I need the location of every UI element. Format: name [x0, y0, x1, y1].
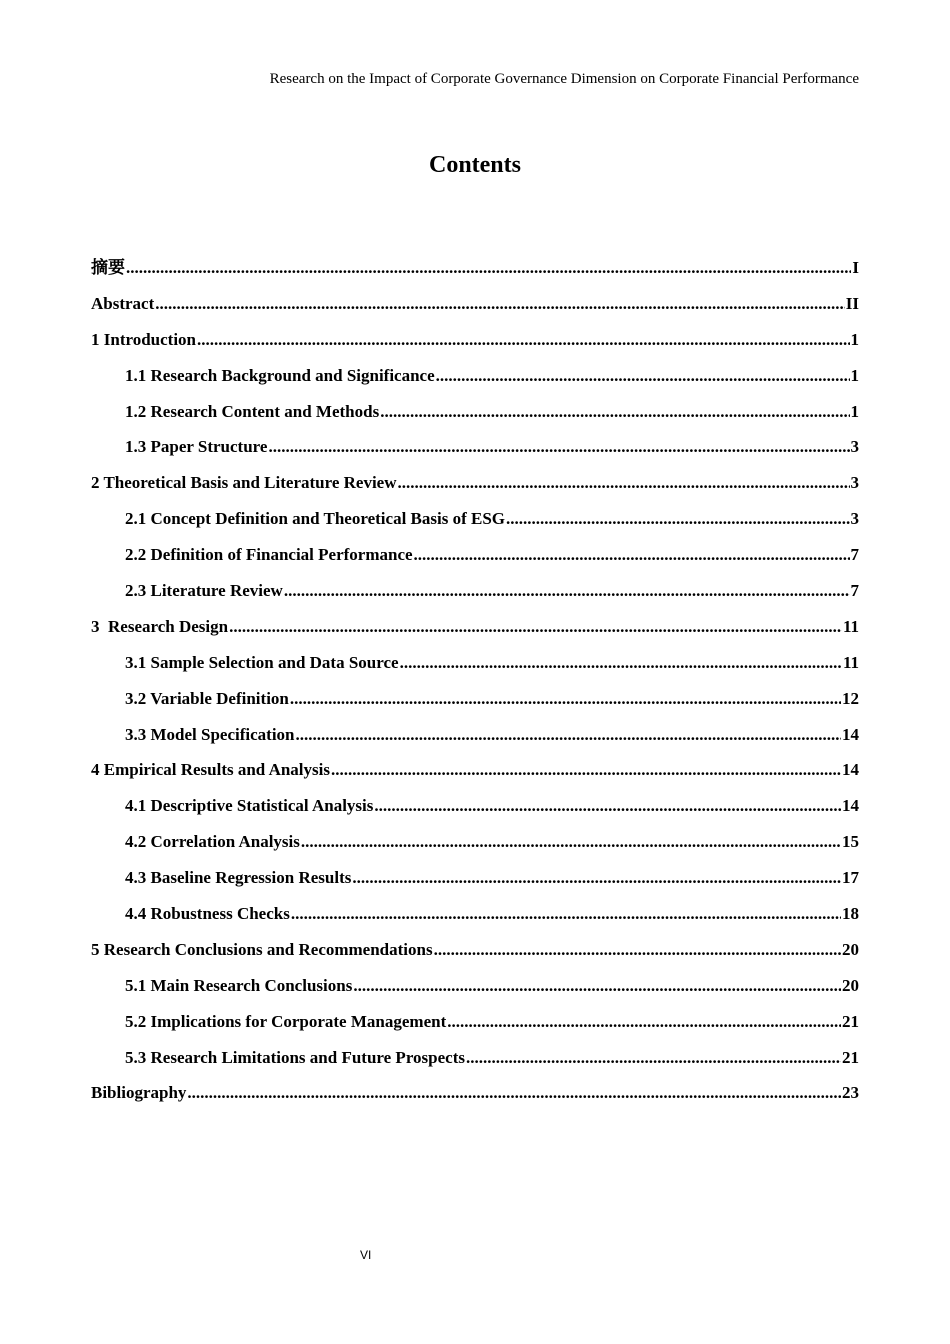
toc-dot-leader [301, 824, 841, 860]
toc-entry-page: 20 [842, 975, 859, 995]
toc-entry-page: 18 [842, 904, 859, 924]
toc-entry[interactable] [91, 1004, 859, 1040]
toc-entry-page: 11 [842, 652, 859, 672]
toc-entry[interactable] [91, 465, 859, 501]
toc-entry[interactable] [91, 429, 859, 465]
toc-entry-label: 2.1 Concept Definition and Theoretical Basis of ESG [125, 509, 506, 529]
toc-entry-page: 12 [842, 688, 859, 708]
toc-entry[interactable] [91, 250, 859, 286]
page-number: VI [360, 1248, 372, 1262]
toc-entry-page: 14 [842, 724, 859, 744]
toc-entry-label: 摘要 [91, 258, 125, 277]
toc-entry[interactable] [91, 752, 859, 788]
toc-entry-page: 14 [842, 760, 859, 780]
toc-entry[interactable] [91, 501, 859, 537]
toc-dot-leader [291, 896, 841, 932]
toc-entry-label: 2.2 Definition of Financial Performance [125, 545, 413, 565]
toc-dot-leader [197, 322, 849, 358]
toc-entry-page: 3 [850, 509, 859, 529]
toc-entry-label: 3 Research Design [91, 616, 229, 636]
toc-entry[interactable] [91, 1075, 859, 1111]
toc-entry[interactable] [91, 645, 859, 681]
toc-entry-page: 21 [842, 1011, 859, 1031]
toc-dot-leader [229, 609, 842, 645]
toc-dot-leader [155, 286, 845, 322]
toc-entry-label: 4.4 Robustness Checks [125, 904, 290, 924]
toc-dot-leader [268, 429, 849, 465]
toc-entry-page: 21 [842, 1047, 859, 1067]
toc-entry[interactable] [91, 394, 859, 430]
toc-entry-page: 11 [842, 616, 859, 636]
toc-entry-label: 4.2 Correlation Analysis [125, 832, 300, 852]
toc-entry[interactable] [91, 286, 859, 322]
toc-entry-label: 3.3 Model Specification [125, 724, 295, 744]
toc-entry-label: 5 Research Conclusions and Recommendations [91, 939, 433, 959]
toc-dot-leader [290, 681, 841, 717]
toc-dot-leader [284, 573, 850, 609]
toc-dot-leader [466, 1040, 841, 1076]
toc-dot-leader [353, 968, 841, 1004]
toc-entry[interactable] [91, 968, 859, 1004]
toc-entry-label: Bibliography [91, 1083, 187, 1103]
page-title: Contents [428, 152, 521, 178]
toc-entry-page: II [845, 293, 859, 313]
toc-dot-leader [398, 465, 850, 501]
toc-dot-leader [331, 752, 841, 788]
toc-dot-leader [436, 358, 850, 394]
toc-dot-leader [414, 537, 850, 573]
toc-dot-leader [374, 788, 841, 824]
toc-dot-leader [447, 1004, 841, 1040]
toc-entry[interactable] [91, 896, 859, 932]
toc-entry-page: 17 [842, 868, 859, 888]
toc-entry-page: 3 [850, 473, 859, 493]
toc-dot-leader [380, 394, 849, 430]
toc-entry-label: 1.1 Research Background and Significance [125, 365, 435, 385]
toc-entry[interactable] [91, 717, 859, 753]
toc-entry-label: 4 Empirical Results and Analysis [91, 760, 330, 780]
toc-dot-leader [352, 860, 841, 896]
toc-entry[interactable] [91, 824, 859, 860]
table-of-contents [91, 250, 859, 1111]
toc-entry-page: 3 [850, 437, 859, 457]
toc-entry-page: 15 [842, 832, 859, 852]
toc-entry[interactable] [91, 681, 859, 717]
toc-entry[interactable] [91, 860, 859, 896]
toc-entry-page: 1 [850, 401, 859, 421]
toc-entry-label: 1.3 Paper Structure [125, 437, 268, 457]
toc-entry-label: 1.2 Research Content and Methods [125, 401, 380, 421]
running-header: Research on the Impact of Corporate Governance Dimension on Corporate Financial Performance [269, 71, 859, 87]
toc-dot-leader [296, 717, 841, 753]
toc-entry[interactable] [91, 322, 859, 358]
toc-entry-label: 5.3 Research Limitations and Future Prospects [125, 1047, 465, 1067]
toc-entry-label: Abstract [91, 293, 155, 313]
toc-entry-label: 3.2 Variable Definition [125, 688, 289, 708]
toc-entry-label: 4.3 Baseline Regression Results [125, 868, 352, 888]
toc-entry-label: 2 Theoretical Basis and Literature Review [91, 473, 397, 493]
toc-entry-page: 7 [850, 545, 859, 565]
toc-entry-page: 1 [850, 329, 859, 349]
toc-entry-page: 7 [850, 581, 859, 601]
toc-dot-leader [187, 1075, 841, 1111]
toc-entry-page: 23 [842, 1083, 859, 1103]
toc-entry-page: 1 [850, 365, 859, 385]
toc-entry-label: 1 Introduction [91, 329, 197, 349]
toc-entry[interactable] [91, 788, 859, 824]
toc-entry-page: 14 [842, 796, 859, 816]
toc-dot-leader [506, 501, 849, 537]
toc-entry[interactable] [91, 1040, 859, 1076]
toc-entry-label: 3.1 Sample Selection and Data Source [125, 652, 399, 672]
toc-entry-page: I [852, 258, 859, 277]
toc-dot-leader [400, 645, 842, 681]
toc-entry[interactable] [91, 537, 859, 573]
toc-entry[interactable] [91, 932, 859, 968]
toc-dot-leader [126, 250, 851, 286]
toc-entry-label: 2.3 Literature Review [125, 581, 283, 601]
toc-entry[interactable] [91, 609, 859, 645]
toc-entry-page: 20 [842, 939, 859, 959]
toc-entry[interactable] [91, 573, 859, 609]
toc-entry-label: 4.1 Descriptive Statistical Analysis [125, 796, 374, 816]
toc-entry[interactable] [91, 358, 859, 394]
toc-dot-leader [434, 932, 841, 968]
toc-entry-label: 5.1 Main Research Conclusions [125, 975, 353, 995]
toc-entry-label: 5.2 Implications for Corporate Management [125, 1011, 447, 1031]
